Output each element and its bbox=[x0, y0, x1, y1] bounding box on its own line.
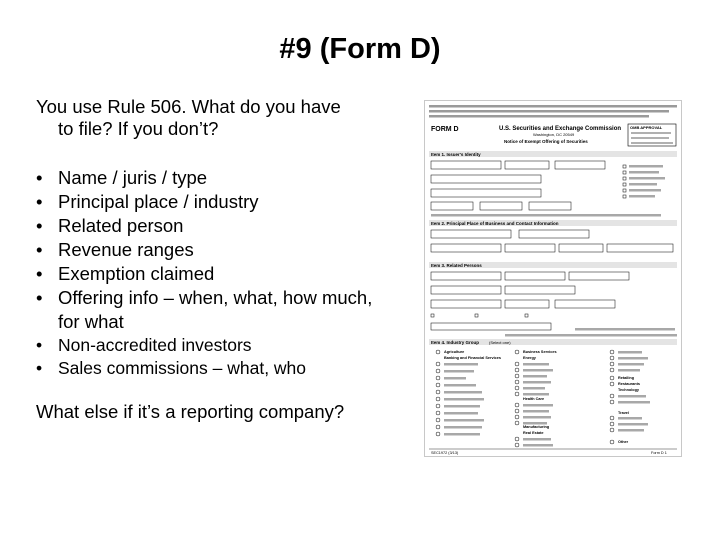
bullet-item bbox=[36, 334, 396, 357]
bullet-dot: • bbox=[36, 358, 43, 378]
bullet-dot: • bbox=[36, 191, 43, 212]
item3-fields bbox=[431, 272, 629, 330]
cat-health-care: Health Care bbox=[523, 397, 545, 401]
cat-restaurants: Restaurants bbox=[618, 382, 640, 386]
slide-title: #9 (Form D) bbox=[279, 33, 441, 65]
cat-manufacturing: Manufacturing bbox=[523, 425, 550, 429]
cat-banking: Banking and Financial Services bbox=[444, 356, 501, 360]
bullet-dot: • bbox=[36, 239, 43, 260]
form-d-image bbox=[424, 100, 682, 457]
cat-travel: Travel bbox=[618, 411, 629, 415]
item1-heading: Item 1. Issuer's Identity bbox=[431, 152, 481, 157]
header-fine-print bbox=[429, 105, 677, 118]
form-footer-left: SEC1972 (3/13) bbox=[431, 451, 459, 455]
bullet-text: Sales commissions – what, who bbox=[58, 358, 307, 378]
bullet-text: Offering info – when, what, how much, for what bbox=[58, 287, 373, 332]
intro-line-2: to file? If you don’t? bbox=[58, 118, 219, 139]
bullet-item bbox=[36, 166, 396, 190]
item2-heading: Item 2. Principal Place of Business and Contact Information bbox=[431, 221, 559, 226]
bullet-item bbox=[36, 214, 396, 238]
col3-radios bbox=[610, 350, 614, 444]
omb-label: OMB APPROVAL bbox=[630, 125, 663, 130]
bullet-text: Revenue ranges bbox=[58, 239, 194, 260]
bullet-text: Related person bbox=[58, 215, 184, 236]
bullet-dot: • bbox=[36, 335, 43, 355]
bullet-item bbox=[36, 262, 396, 286]
entity-checkboxes bbox=[623, 165, 626, 198]
form-footer-right: Form D 1 bbox=[651, 451, 667, 455]
bullet-dot: • bbox=[36, 215, 43, 236]
sec-agency: U.S. Securities and Exchange Commission bbox=[499, 126, 622, 132]
cat-agriculture: Agriculture bbox=[444, 350, 465, 354]
cat-business-services: Business Services bbox=[523, 350, 557, 354]
form-d-drawing bbox=[425, 101, 681, 456]
form-d-label: FORM D bbox=[431, 126, 459, 133]
closing-question: What else if it’s a reporting company? bbox=[36, 401, 345, 422]
cat-real-estate: Real Estate bbox=[523, 431, 544, 435]
form-notice: Notice of Exempt Offering of Securities bbox=[504, 139, 588, 144]
intro-question bbox=[36, 96, 396, 140]
bullet-item bbox=[36, 286, 396, 334]
bullet-dot: • bbox=[36, 167, 43, 188]
bullet-list bbox=[36, 166, 396, 380]
bullet-text: Name / juris / type bbox=[58, 167, 208, 188]
item4-subheading: (Select one) bbox=[489, 340, 511, 345]
omb-lines bbox=[631, 132, 673, 144]
item4-heading: Item 4. Industry Group bbox=[431, 340, 480, 345]
item3-text bbox=[505, 328, 677, 337]
col1-options bbox=[444, 363, 484, 436]
cat-retailing: Retailing bbox=[618, 376, 635, 380]
bullet-item bbox=[36, 357, 396, 380]
item1-fields bbox=[431, 161, 605, 210]
entity-options bbox=[431, 165, 665, 217]
bullet-item bbox=[36, 190, 396, 214]
bullet-dot: • bbox=[36, 287, 43, 308]
bullet-text: Non-accredited investors bbox=[58, 335, 252, 355]
item2-fields bbox=[431, 230, 673, 252]
col1-radios bbox=[436, 350, 440, 436]
intro-line-1: You use Rule 506. What do you have bbox=[36, 96, 341, 117]
cat-technology: Technology bbox=[618, 388, 640, 392]
cat-energy: Energy bbox=[523, 356, 536, 360]
bullet-text: Exemption claimed bbox=[58, 263, 215, 284]
bullet-dot: • bbox=[36, 263, 43, 284]
sec-city: Washington, DC 20549 bbox=[533, 132, 575, 137]
bullet-item bbox=[36, 238, 396, 262]
col2-radios bbox=[515, 350, 519, 447]
cat-other: Other bbox=[618, 440, 629, 444]
item3-heading: Item 3. Related Persons bbox=[431, 263, 482, 268]
bullet-text: Principal place / industry bbox=[58, 191, 259, 212]
